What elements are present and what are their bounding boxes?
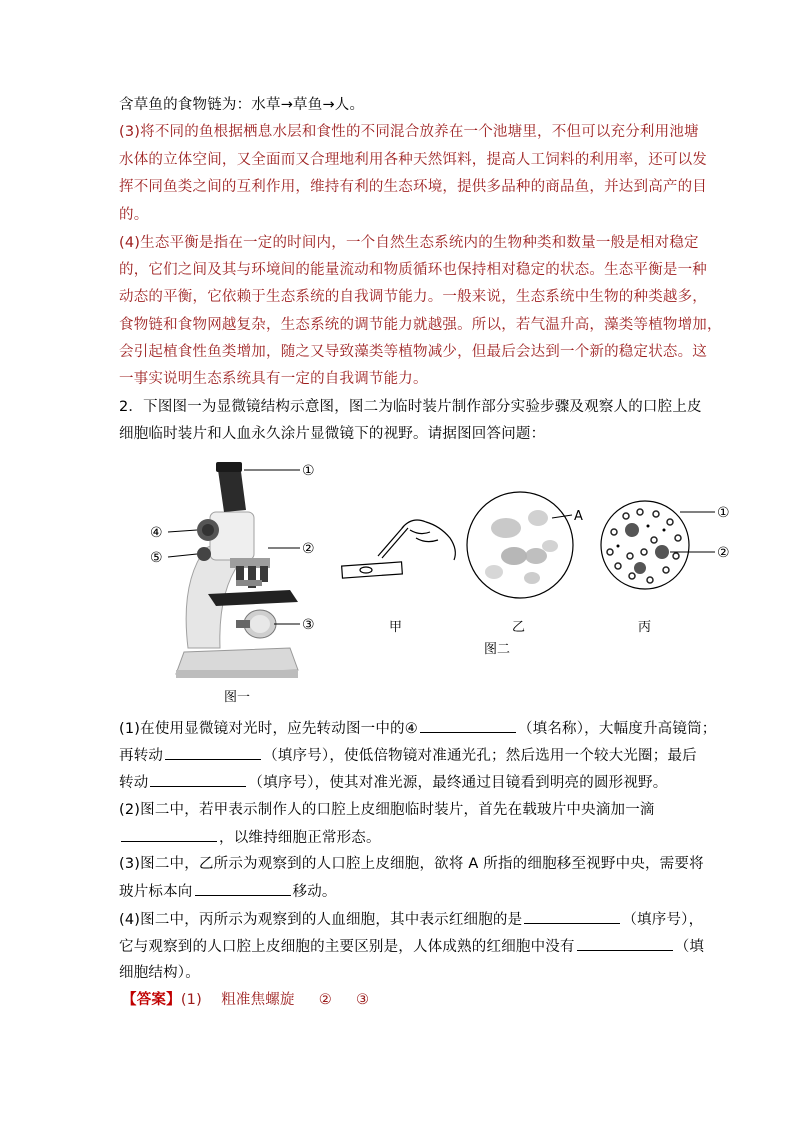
microscope-image bbox=[168, 462, 300, 678]
answer4-line5: 会引起植食性鱼类增加，随之又导致藻类等植物减少，但最后会达到一个新的稳定状态。这 bbox=[119, 344, 707, 360]
caption-fig1: 图一 bbox=[224, 690, 251, 705]
q2-sub1-line3: 转动 （填序号），使其对准光源，最终通过目镜看到明亮的圆形视野。 bbox=[119, 772, 667, 793]
blood-cell-field-image bbox=[601, 501, 715, 589]
answer-tag: 【答案】 bbox=[122, 992, 181, 1008]
blank-4[interactable] bbox=[121, 827, 217, 842]
mic-label-5: ⑤ bbox=[150, 550, 163, 566]
answer-line bbox=[122, 990, 369, 1010]
q2-sub2-line1: (2)图二中，若甲表示制作人的口腔上皮细胞临时装片，首先在载玻片中央滴加一滴 bbox=[119, 802, 655, 818]
answer3-line2: 水体的立体空间，又全面而又合理地利用各种天然饵料，提高人工饲料的利用率，还可以发 bbox=[119, 152, 707, 168]
q2-sub4-line1: (4)图二中，丙所示为观察到的人血细胞，其中表示红细胞的是 （填序号）， bbox=[119, 909, 703, 930]
mic-label-1: ① bbox=[302, 463, 315, 479]
q2-sub3-line1: (3)图二中，乙所示为观察到的人口腔上皮细胞，欲将 A 所指的细胞移至视野中央，需要将 bbox=[119, 856, 704, 872]
blood-label-2: ② bbox=[717, 545, 730, 561]
caption-yi: 乙 bbox=[512, 620, 526, 635]
mic-label-2: ② bbox=[302, 541, 315, 557]
label-a: A bbox=[574, 509, 583, 524]
caption-jia: 甲 bbox=[389, 620, 403, 635]
blank-2[interactable] bbox=[165, 745, 261, 760]
answer3-line1: (3)将不同的鱼根据栖息水层和食性的不同混合放养在一个池塘里，不但可以充分利用池塘 bbox=[119, 124, 699, 140]
blank-7[interactable] bbox=[577, 936, 673, 951]
blood-label-1: ① bbox=[717, 505, 730, 521]
blank-3[interactable] bbox=[150, 772, 246, 787]
answer-value-3: ③ bbox=[356, 992, 370, 1008]
mic-label-4: ④ bbox=[150, 525, 163, 541]
q2-intro-line1: 2．下图图一为显微镜结构示意图，图二为临时装片制作部分实验步骤及观察人的口腔上皮 bbox=[119, 399, 702, 415]
answer3-line4: 的。 bbox=[119, 207, 149, 223]
caption-bing: 丙 bbox=[638, 620, 652, 635]
blank-1[interactable] bbox=[420, 718, 516, 733]
answer3-line3: 挥不同鱼类之间的互利作用，维持有利的生态环境，提供多品种的商品鱼，并达到高产的目 bbox=[119, 179, 707, 195]
q2-sub1-line2: 再转动 （填序号），使低倍物镜对准通光孔；然后选用一个较大光圈；最后 bbox=[119, 745, 697, 766]
answer-num: (1) bbox=[180, 992, 202, 1008]
q2-sub2-line2: ，以维持细胞正常形态。 bbox=[119, 827, 381, 848]
q2-intro-line2: 细胞临时装片和人血永久涂片显微镜下的视野。请据图回答问题： bbox=[119, 426, 546, 442]
cheek-cell-field-image bbox=[467, 492, 573, 598]
answer-value-1: 粗准焦螺旋 bbox=[221, 992, 295, 1008]
blank-6[interactable] bbox=[524, 909, 620, 924]
answer4-line3: 动态的平衡，它依赖于生态系统的自我调节能力。一般来说，生态系统中生物的种类越多， bbox=[119, 289, 707, 305]
answer4-line1: (4)生态平衡是指在一定的时间内，一个自然生态系统内的生物种类和数量一般是相对稳定 bbox=[119, 235, 699, 251]
q2-sub4-line3: 细胞结构）。 bbox=[119, 965, 200, 981]
dropper-hand-image bbox=[342, 520, 456, 578]
answer4-line4: 食物链和食物网越复杂，生态系统的调节能力就越强。所以，若气温升高，藻类等植物增加， bbox=[119, 317, 722, 333]
food-chain-line: 含草鱼的食物链为：水草→草鱼→人。 bbox=[119, 97, 365, 113]
caption-fig2: 图二 bbox=[484, 642, 511, 657]
figure-illustration bbox=[140, 452, 740, 712]
mic-label-3: ③ bbox=[302, 617, 315, 633]
q2-sub3-line2: 玻片标本向 移动。 bbox=[119, 881, 337, 902]
answer4-line2: 的，它们之间及其与环境间的能量流动和物质循环也保持相对稳定的状态。生态平衡是一种 bbox=[119, 262, 707, 278]
answer-value-2: ② bbox=[318, 992, 332, 1008]
blank-5[interactable] bbox=[195, 881, 291, 896]
answer4-line6: 一事实说明生态系统具有一定的自我调节能力。 bbox=[119, 371, 428, 387]
q2-sub4-line2: 它与观察到的人口腔上皮细胞的主要区别是，人体成熟的红细胞中没有 （填 bbox=[119, 936, 704, 957]
q2-sub1-line1: (1)在使用显微镜对光时，应先转动图一中的④ （填名称），大幅度升高镜筒； bbox=[119, 718, 717, 739]
